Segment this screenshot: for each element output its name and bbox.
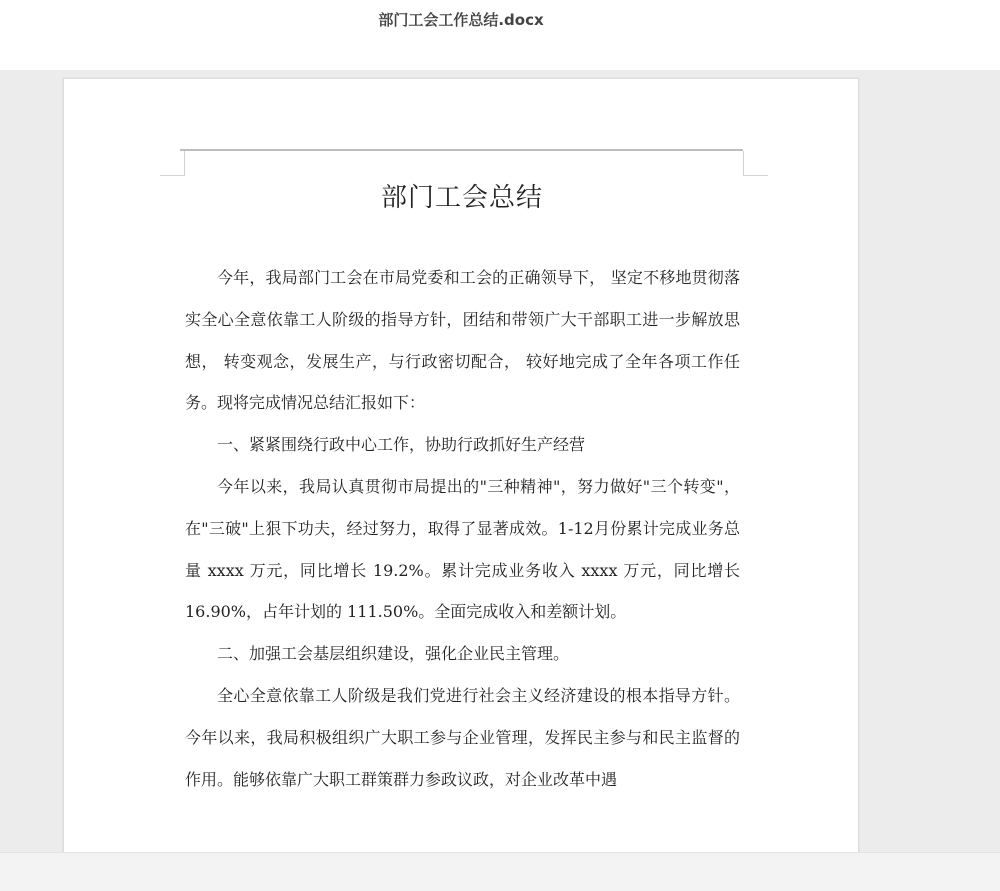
document-title: 部门工会总结 [380,183,543,213]
document-page [63,78,859,870]
paragraph-intro: 今年，我局部门工会在市局党委和工会的正确领导下， 坚定不移地贯彻落实全心全意依靠工人阶级的指导方针，团结和带领广大干部职工进一步解放思想， 转变观念，发展生产，与行政密切配合， 较好地完成了全年各项工作任务。现将完成情况总结汇报如下： [185,268,740,413]
header-divider [180,149,743,151]
section-heading-1: 一、紧紧围绕行政中心工作，协助行政抓好生产经营 [217,435,586,455]
paragraph-section-1: 今年以来，我局认真贯彻市局提出的"三种精神"，努力做好"三个转变"，在"三破"上狠下功夫，经过努力，取得了显著成效。1-12月份累计完成业务总量 xxxx 万元，同比增长 19.2%。累计完成业务收入 xxxx 万元，同比增长 16.90%，占年计划的 111.50%。全面完成收入和差额计划。 [185,476,740,622]
file-name: 部门工会工作总结.docx [378,11,544,29]
section-heading-2: 二、加强工会基层组织建设，强化企业民主管理。 [217,644,570,664]
bottom-bar [0,852,1000,891]
document-viewer[interactable] [0,70,1000,852]
title-bar [0,0,1000,70]
margin-corner-mark-left [160,151,185,176]
document-body [185,257,740,800]
paragraph-section-2: 全心全意依靠工人阶级是我们党进行社会主义经济建设的根本指导方针。今年以来，我局积极组织广大职工参与企业管理，发挥民主参与和民主监督的作用。能够依靠广大职工群策群力参政议政，对企业改革中遇 [185,685,740,789]
margin-corner-mark-right [743,151,768,176]
